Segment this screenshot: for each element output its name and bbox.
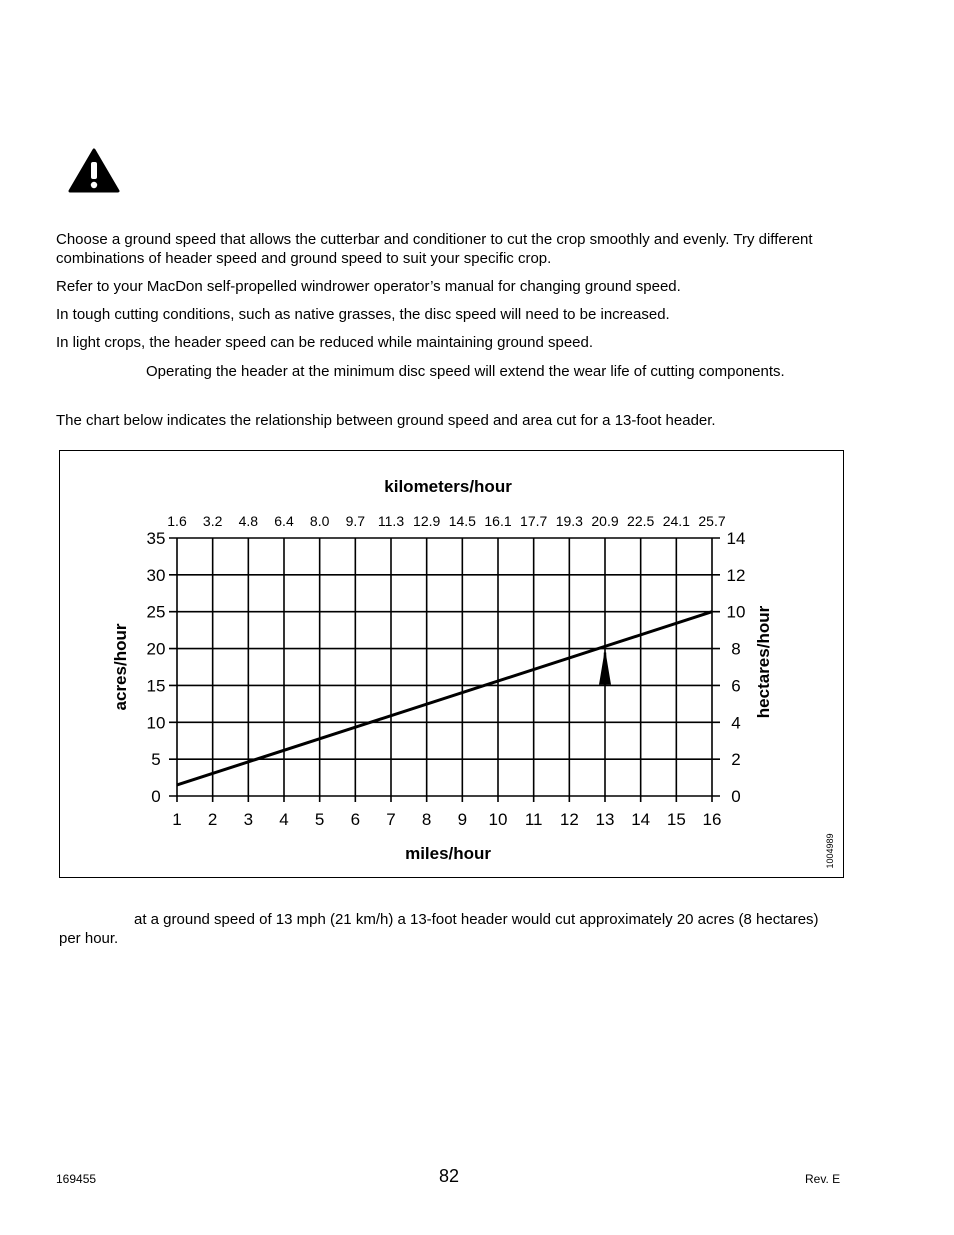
operator-manual-paragraph: Refer to your MacDon self-propelled windrower operator’s manual for changing ground speed. [56,278,681,295]
light-crops-paragraph: In light crops, the header speed can be reduced while maintaining ground speed. [56,334,594,351]
y-tick-label: 0 [151,787,161,806]
x2-tick-label: 22.5 [627,513,655,529]
y-tick-label: 30 [146,565,166,585]
y-tick-label: 15 [146,676,166,696]
y-tick-label: 25 [146,602,166,622]
x2-tick-label: 11.3 [377,513,405,529]
example-text-line2: per hour. [59,930,119,947]
x-tick-label: 12 [559,810,579,829]
y-axis-title: acres/hour [111,623,130,711]
figure-id-label: 1004989 [825,833,835,869]
x-tick-label: 1 [172,810,182,829]
y2-tick-label: 4 [731,713,741,733]
x2-tick-label: 16.1 [484,513,512,529]
speed-area-chart [60,451,845,879]
x-tick-label: 11 [524,810,543,829]
chart-intro-paragraph: The chart below indicates the relationship between ground speed and area cut for a 13-foot header. [56,412,716,429]
x2-tick-label: 24.1 [662,513,690,529]
y-tick-label: 5 [151,750,161,770]
x-tick-label: 15 [666,810,686,829]
y2-tick-label: 10 [726,602,746,622]
speed-chart-frame [59,450,844,878]
warning-triangle-icon [68,148,120,194]
x-tick-label: 8 [421,810,432,829]
x2-tick-label: 14.5 [448,513,476,529]
note-paragraph: Operating the header at the minimum disc speed will extend the wear life of cutting components. [146,363,785,380]
x2-tick-label: 9.7 [345,513,366,529]
x-tick-label: 2 [207,810,218,829]
y2-tick-label: 12 [726,565,746,585]
x2-tick-label: 6.4 [274,513,294,529]
example-text-line1: at a ground speed of 13 mph (21 km/h) a 13-foot header would cut approximately 20 acres (8 hectares) [134,911,819,928]
x2-tick-label: 20.9 [591,513,619,529]
x2-tick-label: 12.9 [413,513,441,529]
y-tick-label: 10 [146,713,166,733]
y2-tick-label: 6 [731,676,741,696]
x-tick-label: 3 [243,810,254,829]
page-number: 82 [439,1166,460,1186]
x-tick-label: 5 [314,810,325,829]
x-tick-label: 4 [279,810,289,829]
intro-paragraph: Choose a ground speed that allows the cutterbar and conditioner to cut the crop smoothly and evenly. Try different combinations of header speed and ground speed to suit your specific crop. [56,231,813,267]
x-tick-label: 16 [702,810,722,829]
y2-tick-label: 0 [731,787,741,806]
x2-tick-label: 3.2 [202,513,223,529]
x2-tick-label: 17.7 [520,513,548,529]
x-tick-label: 6 [350,810,361,829]
y2-tick-label: 2 [731,750,741,770]
doc-number: 169455 [56,1172,97,1186]
x2-tick-label: 4.8 [238,513,259,529]
revision-label: Rev. E [805,1172,841,1186]
x2-tick-label: 19.3 [555,513,583,529]
y-tick-label: 20 [146,639,166,659]
tough-conditions-paragraph: In tough cutting conditions, such as native grasses, the disc speed will need to be increased. [56,306,670,323]
x-tick-label: 10 [488,810,508,829]
x-axis-title: miles/hour [405,844,492,863]
x-tick-label: 13 [595,810,615,829]
annotation-arrow-head [599,649,611,685]
y2-tick-label: 8 [731,639,741,659]
y-tick-label: 35 [146,529,166,548]
x2-tick-label: 8.0 [309,513,330,529]
x-tick-label: 9 [457,810,468,829]
x-tick-label: 14 [631,810,651,829]
y2-tick-label: 14 [726,529,746,548]
x2-tick-label: 1.6 [167,513,187,529]
x2-axis-title: kilometers/hour [384,477,512,496]
x2-tick-label: 25.7 [698,513,726,529]
x-tick-label: 7 [386,810,396,829]
y2-axis-title: hectares/hour [754,605,773,719]
